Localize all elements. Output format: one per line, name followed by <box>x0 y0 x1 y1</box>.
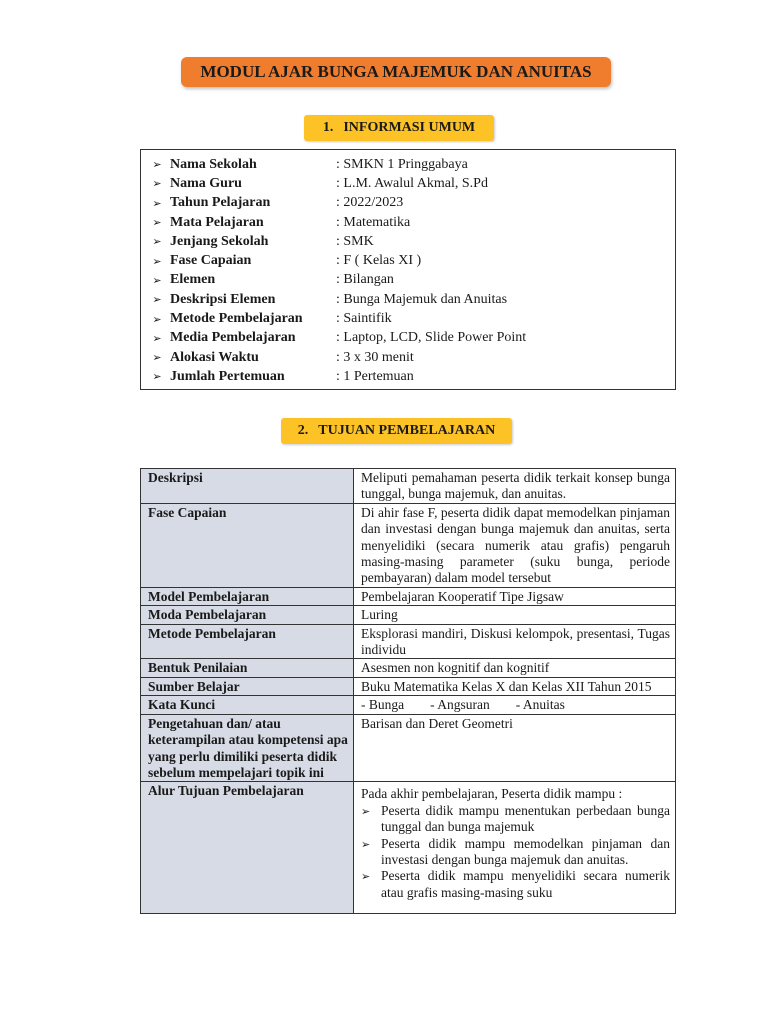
table-row <box>141 677 676 695</box>
info-label: Alokasi Waktu <box>170 349 259 365</box>
info-row <box>147 155 675 174</box>
row-label: Kata Kunci <box>141 696 354 714</box>
arrow-bullet-icon: ➢ <box>152 352 162 365</box>
arrow-bullet-icon: ➢ <box>152 217 162 230</box>
info-value: : L.M. Awalul Akmal, S.Pd <box>336 175 488 191</box>
row-label: Metode Pembelajaran <box>141 624 354 659</box>
table-row <box>141 714 676 782</box>
arrow-bullet-icon: ➢ <box>152 313 162 326</box>
arrow-bullet-icon: ➢ <box>361 871 371 884</box>
arrow-bullet-icon: ➢ <box>152 159 162 172</box>
info-value: : Bilangan <box>336 272 394 288</box>
arrow-bullet-icon: ➢ <box>361 805 371 818</box>
table-row <box>141 469 676 504</box>
arrow-bullet-icon: ➢ <box>152 371 162 384</box>
section-title: INFORMASI UMUM <box>343 120 476 135</box>
row-value: Eksplorasi mandiri, Diskusi kelompok, presentasi, Tugas individu <box>354 624 676 659</box>
row-label: Alur Tujuan Pembelajaran <box>141 782 354 914</box>
info-row <box>147 290 675 309</box>
table-row <box>141 624 676 659</box>
info-value: : SMK <box>336 233 374 249</box>
info-value: : 1 Pertemuan <box>336 368 414 384</box>
row-label: Fase Capaian <box>141 503 354 587</box>
info-value: : Matematika <box>336 214 411 230</box>
info-row <box>147 213 675 232</box>
info-label: Nama Guru <box>170 175 242 191</box>
keyword-item: - Angsuran <box>430 697 490 713</box>
informasi-umum-box <box>140 149 676 390</box>
row-value: Di ahir fase F, peserta didik dapat memodelkan pinjaman dan investasi dengan bunga majemuk dan anuitas, serta menyelidiki (secara numerik atau grafis) pengaruh masing-masing parameter (suku bunga, periode pembayaran) dalam model tersebut <box>354 503 676 587</box>
section-tujuan-pembelajaran-heading <box>281 418 512 444</box>
row-value <box>354 782 676 914</box>
row-value: Buku Matematika Kelas X dan Kelas XII Tahun 2015 <box>354 677 676 695</box>
info-row <box>147 271 675 290</box>
info-row <box>147 232 675 251</box>
table-row <box>141 782 676 914</box>
info-label: Jenjang Sekolah <box>170 233 269 249</box>
table-row <box>141 587 676 605</box>
info-row <box>147 367 675 386</box>
row-label: Pengetahuan dan/ atau keterampilan atau kompetensi apa yang perlu dimiliki peserta didik sebelum mempelajari topik ini <box>141 714 354 782</box>
info-row <box>147 194 675 213</box>
info-row <box>147 329 675 348</box>
info-label: Metode Pembelajaran <box>170 311 303 327</box>
info-label: Media Pembelajaran <box>170 330 296 346</box>
info-value: : Bunga Majemuk dan Anuitas <box>336 291 508 307</box>
row-value: Meliputi pemahaman peserta didik terkait konsep bunga tunggal, bunga majemuk, dan anuitas. <box>354 469 676 504</box>
info-row <box>147 348 675 367</box>
table-row <box>141 606 676 624</box>
info-label: Elemen <box>170 272 216 288</box>
keyword-item: - Bunga <box>361 697 405 713</box>
info-label: Jumlah Pertemuan <box>170 368 285 384</box>
info-label: Tahun Pelajaran <box>170 195 271 211</box>
list-item-text: Peserta didik mampu memodelkan pinjaman dan investasi dengan bunga majemuk dan anuitas. <box>381 835 670 867</box>
row-value: Asesmen non kognitif dan kognitif <box>354 659 676 677</box>
list-item <box>361 803 670 836</box>
arrow-bullet-icon: ➢ <box>152 178 162 191</box>
row-value: Luring <box>354 606 676 624</box>
row-label: Deskripsi <box>141 469 354 504</box>
section-informasi-umum-heading <box>304 115 494 141</box>
info-row <box>147 251 675 270</box>
section-number: 1. <box>322 120 334 135</box>
list-item-text: Peserta didik mampu menentukan perbedaan bunga tunggal dan bunga majemuk <box>381 802 670 835</box>
info-label: Fase Capaian <box>170 253 252 269</box>
row-label: Sumber Belajar <box>141 677 354 695</box>
row-value: Barisan dan Deret Geometri <box>354 714 676 782</box>
arrow-bullet-icon: ➢ <box>152 197 162 210</box>
info-value: : Saintifik <box>336 311 392 327</box>
tujuan-pembelajaran-table <box>140 468 676 914</box>
section-title: TUJUAN PEMBELAJARAN <box>318 423 496 438</box>
info-row <box>147 309 675 328</box>
keyword-list <box>361 697 670 713</box>
arrow-bullet-icon: ➢ <box>152 274 162 287</box>
info-value: : 2022/2023 <box>336 195 404 211</box>
row-label: Bentuk Penilaian <box>141 659 354 677</box>
list-item <box>361 868 670 901</box>
keyword-item: - Anuitas <box>515 697 565 713</box>
row-label: Moda Pembelajaran <box>141 606 354 624</box>
row-label: Model Pembelajaran <box>141 587 354 605</box>
arrow-bullet-icon: ➢ <box>152 294 162 307</box>
section-number: 2. <box>297 423 309 438</box>
arrow-bullet-icon: ➢ <box>152 255 162 268</box>
info-value: : 3 x 30 menit <box>336 349 414 365</box>
table-row <box>141 659 676 677</box>
arrow-bullet-icon: ➢ <box>361 838 371 851</box>
info-row <box>147 174 675 193</box>
table-row <box>141 696 676 714</box>
arrow-bullet-icon: ➢ <box>152 332 162 345</box>
row-value: Pembelajaran Kooperatif Tipe Jigsaw <box>354 587 676 605</box>
list-item <box>361 836 670 869</box>
list-item-text: Peserta didik mampu menyelidiki secara numerik atau grafis masing-masing suku <box>381 868 670 900</box>
info-value: : F ( Kelas XI ) <box>336 253 422 269</box>
info-label: Nama Sekolah <box>170 156 257 172</box>
row-value <box>354 696 676 714</box>
info-value: : Laptop, LCD, Slide Power Point <box>336 330 527 346</box>
table-row <box>141 503 676 587</box>
info-label: Mata Pelajaran <box>170 214 264 230</box>
module-title: MODUL AJAR BUNGA MAJEMUK DAN ANUITAS <box>181 57 611 87</box>
info-label: Deskripsi Elemen <box>170 291 276 307</box>
alur-intro: Pada akhir pembelajaran, Peserta didik mampu : <box>361 786 623 802</box>
info-value: : SMKN 1 Pringgabaya <box>336 156 468 172</box>
arrow-bullet-icon: ➢ <box>152 236 162 249</box>
